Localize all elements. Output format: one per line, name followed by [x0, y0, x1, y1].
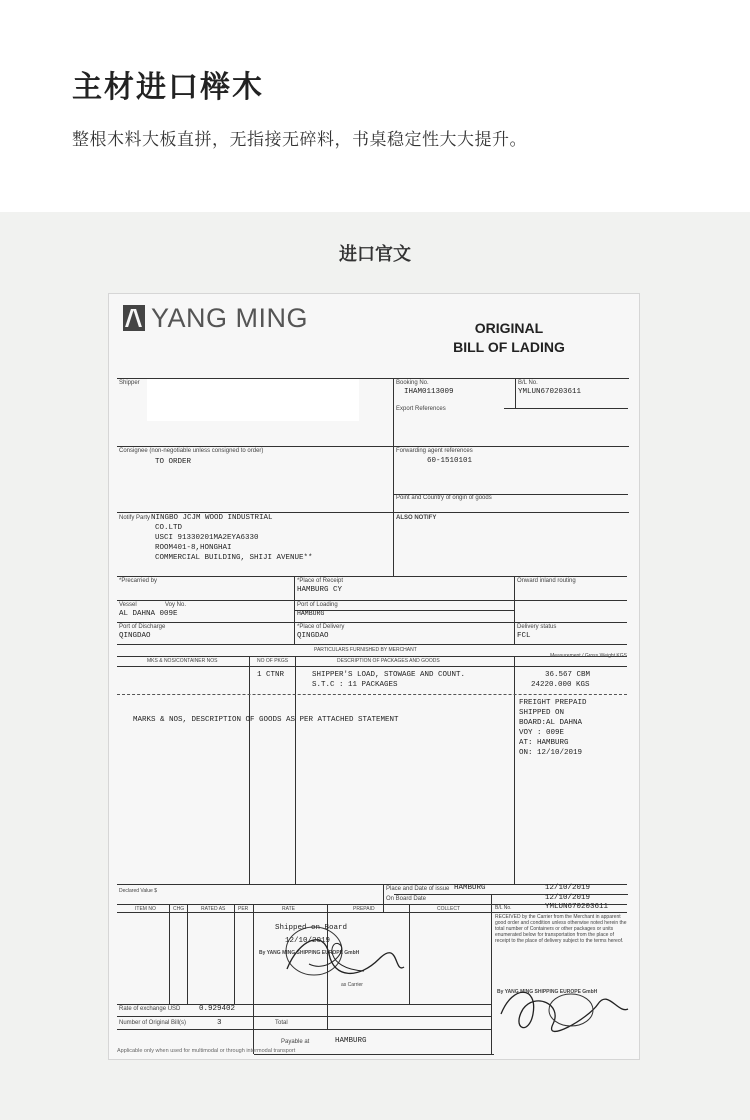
bill-of-lading-image: [108, 293, 640, 1060]
original-bills-value: 3: [217, 1019, 222, 1027]
charge-col-prepaid: PREPAID: [353, 906, 375, 912]
place-receipt-value: HAMBURG CY: [297, 586, 343, 594]
onward-label: Onward inland routing: [517, 578, 576, 584]
notify-line-4: ROOM401-8,HONGHAI: [155, 544, 232, 552]
bl-value: YMLUN670203611: [518, 388, 582, 396]
col-measure-header: Measurement / Gross Weight KGS: [550, 653, 627, 659]
point-country-label: Point and Country of origin of goods: [396, 495, 492, 501]
stamp-date: 12/10/2019: [285, 937, 331, 945]
charge-col-rated: RATED AS: [201, 906, 226, 912]
delivery-status-value: FCL: [517, 632, 531, 640]
booking-value: IHAM0113009: [404, 388, 454, 396]
section-title: 进口官文: [339, 244, 411, 265]
charge-col-item: ITEM NO: [135, 906, 156, 912]
freight-line-2: SHIPPED ON: [519, 709, 565, 717]
place-delivery-label: *Place of Delivery: [297, 624, 345, 630]
precarriage-label: *Precarried by: [119, 578, 158, 584]
port-discharge-label: Port of Discharge: [119, 624, 166, 630]
charge-col-chg: CHG: [173, 906, 185, 912]
doc-title-bill: BILL OF LADING: [453, 339, 565, 355]
voy-label: Voy No.: [165, 602, 187, 608]
notify-line-5: COMMERCIAL BUILDING, SHIJI AVENUE**: [155, 554, 313, 562]
desc-line-2: S.T.C : 11 PACKAGES: [312, 681, 398, 689]
forwarding-value: 60-1510101: [427, 457, 473, 465]
freight-line-5: AT: HAMBURG: [519, 739, 569, 747]
freight-line-1: FREIGHT PREPAID: [519, 699, 587, 707]
shipper-redacted-box: [147, 379, 359, 421]
measure-kgs: 24220.000 KGS: [531, 681, 590, 689]
port-discharge-value: QINGDAO: [119, 632, 151, 640]
header-section: [0, 0, 750, 212]
rate-exchange-value: 0.929402: [199, 1005, 236, 1013]
place-receipt-label: *Place of Receipt: [297, 578, 344, 584]
date-issue-value: 12/10/2019: [545, 884, 591, 892]
footer-note: Applicable only when used for multimodal or through intermodal transport: [117, 1048, 296, 1054]
on-board-value: 12/10/2019: [545, 894, 591, 902]
freight-line-6: ON: 12/10/2019: [519, 749, 583, 757]
on-board-label: On Board Date: [386, 896, 427, 902]
export-refs-label: Export References: [396, 406, 446, 412]
notify-line-1: NINGBO JCJM WOOD INDUSTRIAL: [151, 514, 273, 522]
yang-ming-logo-icon: [123, 305, 145, 331]
bl-no-bottom-label: B/L No.: [495, 905, 512, 911]
col-desc-header: DESCRIPTION OF PACKAGES AND GOODS: [337, 658, 440, 664]
consignee-value: TO ORDER: [155, 458, 192, 466]
page-subtitle: 整根木料大板直拼，无指接无碎料，书桌稳定性大大提升。: [72, 130, 527, 150]
rate-exchange-label: Rate of exchange USD: [119, 1006, 181, 1012]
delivery-status-label: Delivery status: [517, 624, 557, 630]
notify-label: Notify Party: [119, 515, 151, 521]
vessel-value: AL DAHNA 009E: [119, 610, 178, 618]
freight-line-3: BOARD:AL DAHNA: [519, 719, 583, 727]
brand-name: YANG MING: [151, 302, 309, 333]
col-marks-header: MKS & NOS/CONTAINER NOS: [147, 658, 218, 664]
declared-value-label: Declared Value $: [119, 888, 157, 894]
place-issue-value: HAMBURG: [454, 884, 486, 892]
handwritten-signature-carrier: [493, 974, 633, 1044]
received-note: RECEIVED by the Carrier from the Merchant in apparent good order and condition unless otherwise noted herein the total number of Containers or other packages or units enumerated below for transportation from the place of receipt to the place of delivery subject to the terms hereof.: [495, 914, 627, 944]
charge-col-collect: COLLECT: [437, 906, 461, 912]
stamp-shipped-on-board: Shipped on Board: [275, 924, 348, 932]
port-loading-value: HAMBURG: [297, 610, 325, 617]
bl-label: B/L No.: [518, 380, 538, 386]
forwarding-label: Forwarding agent references: [396, 448, 473, 454]
stamp-by-company: By YANG MING SHIPPING EUROPE GmbH: [259, 950, 360, 956]
port-loading-label: Port of Loading: [297, 602, 338, 608]
pkgs-value: 1 CTNR: [257, 671, 285, 679]
booking-label: Booking No.: [396, 380, 429, 386]
measure-cbm: 36.567 CBM: [545, 671, 591, 679]
particulars-label: PARTICULARS FURNISHED BY MERCHANT: [314, 647, 417, 653]
doc-title-original: ORIGINAL: [474, 320, 544, 336]
freight-line-4: VOY : 009E: [519, 729, 565, 737]
stamp-as-carrier: as Carrier: [341, 982, 363, 988]
place-date-issue-label: Place and Date of issue: [386, 886, 450, 892]
bl-no-bottom-value: YMLUN670203611: [545, 903, 609, 911]
charge-col-per: PER: [238, 906, 249, 912]
col-pkgs-header: NO OF PKGS: [257, 658, 289, 664]
page-title: 主材进口榉木: [72, 70, 264, 105]
handwritten-signature-stamp: [269, 919, 409, 989]
total-label: Total: [275, 1020, 288, 1026]
marks-statement: MARKS & NOS, DESCRIPTION OF GOODS AS PER ATTACHED STATEMENT: [133, 716, 399, 724]
charge-col-rate: RATE: [282, 906, 295, 912]
notify-line-2: CO.LTD: [155, 524, 183, 532]
original-bills-label: Number of Original Bill(s): [119, 1020, 187, 1026]
payable-value: HAMBURG: [335, 1037, 367, 1045]
vessel-label: Vessel: [119, 602, 137, 608]
payable-label: Payable at: [281, 1039, 310, 1045]
also-notify-label: ALSO NOTIFY: [396, 515, 437, 521]
place-delivery-value: QINGDAO: [297, 632, 329, 640]
yang-ming-logo: [123, 300, 308, 336]
consignee-label: Consignee (non-negotiable unless consigned to order): [119, 448, 264, 454]
notify-line-3: USCI 91330201MA2EYA6330: [155, 534, 259, 542]
carrier-by-company: By YANG MING SHIPPING EUROPE GmbH: [497, 989, 598, 995]
shipper-label: Shipper: [119, 380, 140, 386]
desc-line-1: SHIPPER'S LOAD, STOWAGE AND COUNT.: [312, 671, 466, 679]
